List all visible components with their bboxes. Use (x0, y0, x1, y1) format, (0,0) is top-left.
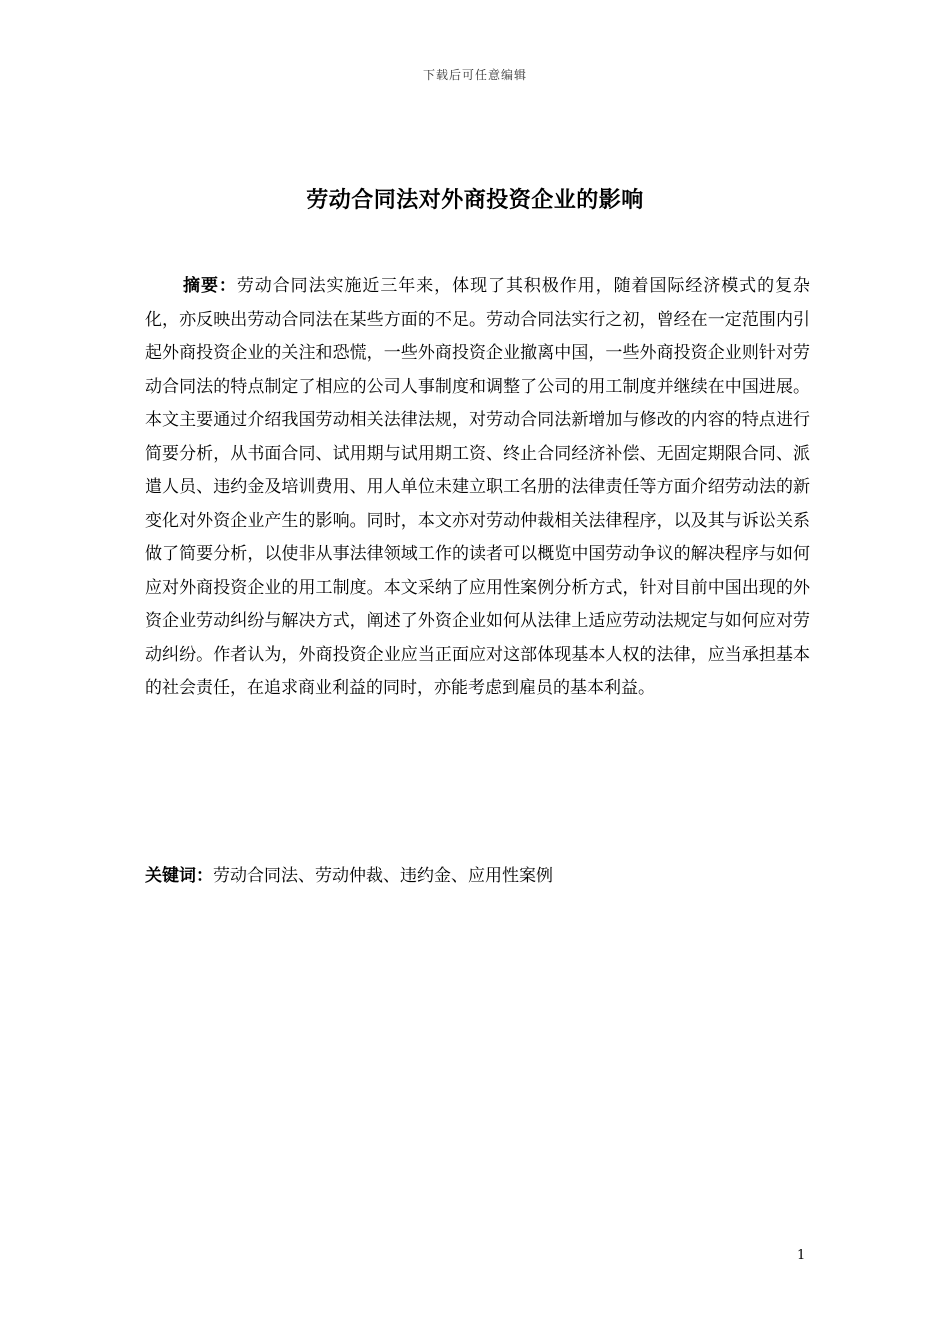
abstract-text: 劳动合同法实施近三年来，体现了其积极作用，随着国际经济模式的复杂化，亦反映出劳动合同法在某些方面的不足。劳动合同法实行之初，曾经在一定范围内引起外商投资企业的关注和恐慌，一些外商投资企业撤离中国，一些外商投资企业则针对劳动合同法的特点制定了相应的公司人事制度和调整了公司的用工制度并继续在中国进展。本文主要通过介绍我国劳动相关法律法规，对劳动合同法新增加与修改的内容的特点进行简要分析，从书面合同、试用期与试用期工资、终止合同经济补偿、无固定期限合同、派遣人员、违约金及培训费用、用人单位未建立职工名册的法律责任等方面介绍劳动法的新变化对外资企业产生的影响。同时，本文亦对劳动仲裁相关法律程序，以及其与诉讼关系做了简要分析，以使非从事法律领域工作的读者可以概览中国劳动争议的解决程序与如何应对外商投资企业的用工制度。本文采纳了应用性案例分析方式，针对目前中国出现的外资企业劳动纠纷与解决方式，阐述了外资企业如何从法律上适应劳动法规定与如何应对劳动纠纷。作者认为，外商投资企业应当正面应对这部体现基本人权的法律，应当承担基本的社会责任，在追求商业利益的同时，亦能考虑到雇员的基本利益。 (145, 276, 811, 698)
keywords-label: 关键词： (145, 866, 213, 886)
abstract-paragraph (145, 270, 810, 706)
keywords-text: 劳动合同法、劳动仲裁、违约金、应用性案例 (213, 866, 553, 886)
keywords-paragraph (145, 862, 810, 890)
header-note: 下载后可任意编辑 (422, 68, 527, 82)
page-number: 1 (797, 1248, 806, 1263)
abstract-label: 摘要： (183, 276, 237, 296)
document-title: 劳动合同法对外商投资企业的影响 (306, 187, 644, 213)
